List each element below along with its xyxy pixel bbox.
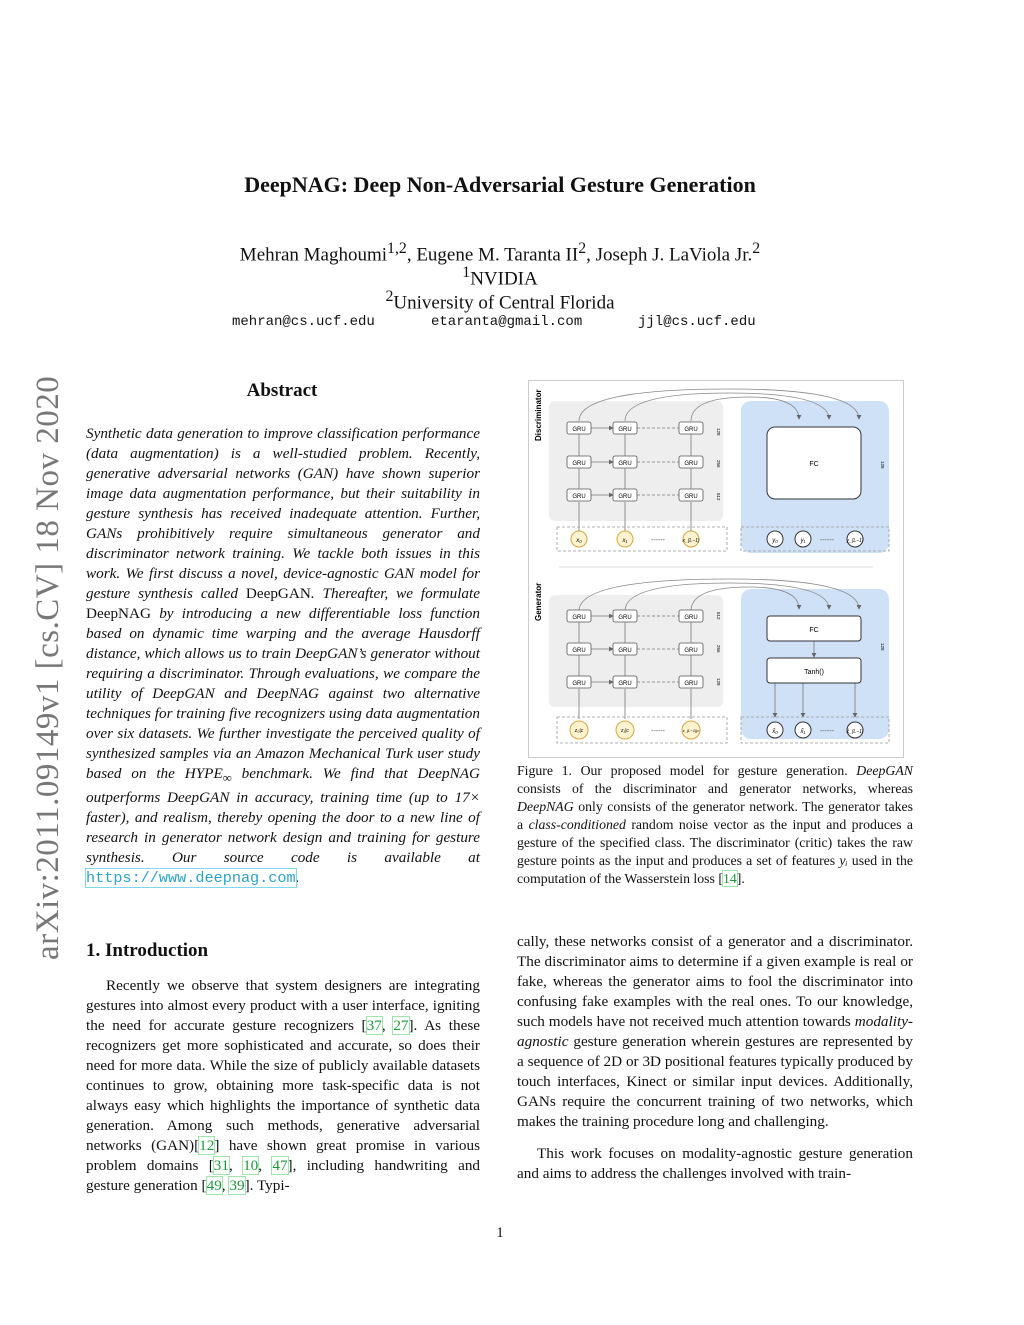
paragraph: Recently we observe that system designers are integrating gestures into almost every product with a user interface, igniting the need for accurate gesture recognizers [37, 27]. As these recognizers get more sophisticated and accurate, so does their need for more data. While the size of publicly available datasets continues to grow, obtaining more task-specific data is not always easy which highlights the importance of synthetic data generation. Among such methods, generative adversarial networks (GAN)[12] have shown great promise in various problem domains [31, 10, 47], including handwriting and gesture generation [49, 39]. Typi- — [86, 977, 481, 1194]
svg-text:GRU: GRU — [684, 648, 698, 654]
svg-text:GRU: GRU — [618, 461, 632, 467]
paragraph: cally, these networks consist of a generator and a discriminator. The discriminator aims to determine if a given example is real or fake, whereas the generator aims to fool the discriminator into confusing fake examples with the real ones. To our knowledge, such models have not received much attention towards modality-agnostic gesture generation wherein gestures are represented by a sequence of 2D or 3D positional features typically produced by touch interfaces, Kinect or similar input devices. Additionally, GANs require the concurrent training of two networks, which makes the training procedure long and challenging. — [517, 933, 913, 1130]
svg-text:x̂₀: x̂₀ — [772, 729, 778, 735]
svg-text:FC: FC — [809, 461, 819, 468]
svg-text:z_{L−1}|c: z_{L−1}|c — [682, 728, 700, 733]
citation-link[interactable]: 49 — [206, 1177, 222, 1194]
svg-text:------: ------ — [820, 728, 834, 735]
paper-title: DeepNAG: Deep Non-Adversarial Gesture Generation — [244, 172, 756, 197]
svg-text:y₁: y₁ — [800, 538, 806, 544]
author-list — [0, 240, 1000, 266]
citation-link[interactable]: 39 — [229, 1177, 245, 1194]
citation-link[interactable]: 27 — [393, 1017, 409, 1034]
svg-text:GRU: GRU — [618, 494, 632, 500]
svg-text:128: 128 — [716, 428, 721, 436]
citation-link[interactable]: 10 — [243, 1157, 259, 1174]
citation-link[interactable]: 47 — [272, 1157, 288, 1174]
author-sup: 2 — [752, 240, 761, 257]
figure-1-model-diagram — [528, 380, 904, 758]
svg-text:GRU: GRU — [684, 681, 698, 687]
svg-text:------: ------ — [651, 728, 665, 735]
author-name: Mehran Maghoumi — [239, 244, 388, 266]
citation-link[interactable]: 12 — [199, 1137, 215, 1154]
svg-text:GRU: GRU — [572, 461, 586, 467]
affiliation: $^2$University of Central Florida — [385, 288, 615, 314]
svg-text:x̂_{L−1}: x̂_{L−1} — [846, 729, 864, 735]
author-name: , Eugene M. Taranta II — [406, 244, 579, 266]
email: etaranta@gmail.com — [431, 314, 583, 330]
svg-text:GRU: GRU — [572, 427, 586, 433]
svg-text:x₀: x₀ — [576, 538, 582, 544]
svg-text:y_{L−1}: y_{L−1} — [846, 538, 864, 544]
svg-text:GRU: GRU — [684, 494, 698, 500]
svg-text:512: 512 — [716, 612, 721, 620]
email: jjl@cs.ucf.edu — [638, 314, 756, 330]
svg-text:z₀|c: z₀|c — [574, 728, 584, 734]
affiliation: $^1$NVIDIA — [462, 264, 538, 290]
svg-text:GRU: GRU — [572, 494, 586, 500]
svg-text:GRU: GRU — [684, 461, 698, 467]
svg-text:GRU: GRU — [684, 615, 698, 621]
svg-text:128: 128 — [880, 643, 885, 651]
svg-text:GRU: GRU — [572, 681, 586, 687]
citation-link[interactable]: 14 — [722, 871, 737, 886]
citation-link[interactable]: 31 — [213, 1157, 229, 1174]
svg-text:128: 128 — [716, 678, 721, 686]
svg-text:GRU: GRU — [684, 427, 698, 433]
model-diagram-svg — [529, 381, 903, 757]
svg-text:x_{L−1}: x_{L−1} — [682, 538, 700, 544]
svg-text:GRU: GRU — [618, 427, 632, 433]
svg-text:------: ------ — [651, 537, 665, 544]
arxiv-identifier: arXiv:2011.09149v1 [cs.CV] 18 Nov 2020 — [30, 375, 66, 960]
abstract-body: Synthetic data generation to improve classification performance (data augmentation) is a well-studied problem. Recently, generative adversarial networks (GAN) have shown superior image data augmentation performance, but their suitability in gesture synthesis has received inadequate attention. Further, GANs prohibitively require simultaneous generator and discriminator network training. We tackle both issues in this work. We first discuss a novel, device-agnostic GAN model for gesture synthesis called DeepGAN. Thereafter, we formulate DeepNAG by introducing a new differentiable loss function based on dynamic time warping and the average Hausdorff distance, which allows us to train DeepGAN’s generator without requiring a discriminator. Through evaluations, we compare the utility of DeepGAN and DeepNAG against two alternative techniques for training five recognizers using data augmentation over six datasets. We further investigate the perceived quality of synthesized samples via an Amazon Mechanical Turk user study based on the $HYPE_\infty$ benchmark. We find that DeepNAG outperforms DeepGAN in accuracy, training time (up to 17× faster), and realism, thereby opening the door to a new line of research in generator network design and training for gesture synthesis. Our source code is available at https://www.deepnag.com. — [86, 425, 480, 888]
svg-text:GRU: GRU — [618, 681, 632, 687]
svg-text:Tanh(): Tanh() — [804, 669, 824, 676]
svg-text:256: 256 — [716, 460, 721, 468]
author-sup: 2 — [578, 240, 587, 257]
svg-text:512: 512 — [716, 493, 721, 501]
svg-text:y₀: y₀ — [772, 538, 778, 544]
svg-text:GRU: GRU — [572, 615, 586, 621]
discriminator-label: Discriminator — [534, 389, 543, 441]
citation-link[interactable]: 37 — [366, 1017, 382, 1034]
section-heading-introduction: 1. Introduction — [86, 940, 209, 961]
right-column-body — [517, 932, 913, 1184]
svg-text:------: ------ — [820, 537, 834, 544]
generator-label: Generator — [534, 582, 543, 621]
svg-text:GRU: GRU — [618, 648, 632, 654]
svg-text:x₁: x₁ — [622, 538, 628, 544]
svg-text:x̂₁: x̂₁ — [800, 729, 806, 735]
gen-noise-input-nodes — [570, 721, 700, 739]
introduction-body — [86, 976, 480, 1196]
disc-input-nodes — [571, 531, 700, 547]
author-sup: 1,2 — [387, 240, 407, 257]
author-name: , Joseph J. LaViola Jr. — [586, 244, 753, 266]
page-number: 1 — [496, 1225, 504, 1241]
email: mehran@cs.ucf.edu — [232, 314, 375, 330]
paragraph: This work focuses on modality-agnostic gesture generation and aims to address the challenges involved with train- — [517, 1145, 913, 1182]
source-code-link[interactable]: https://www.deepnag.com — [86, 869, 296, 888]
svg-text:GRU: GRU — [572, 648, 586, 654]
svg-text:z₁|c: z₁|c — [621, 728, 629, 734]
abstract-heading: Abstract — [246, 380, 318, 401]
svg-text:FC: FC — [809, 627, 819, 634]
figure-1-caption: Figure 1. Our proposed model for gesture generation. DeepGAN consists of the discriminator and generator networks, whereas DeepNAG only consists of the generator network. The generator takes a class-conditioned random noise vector as the input and produces a gesture of the specified class. The discriminator (critic) takes the raw gesture points as the input and produces a set of features yᵢ used in the computation of the Wasserstein loss [14]. — [517, 763, 914, 886]
svg-text:256: 256 — [716, 645, 721, 653]
svg-text:GRU: GRU — [618, 615, 632, 621]
svg-text:128: 128 — [880, 461, 885, 469]
